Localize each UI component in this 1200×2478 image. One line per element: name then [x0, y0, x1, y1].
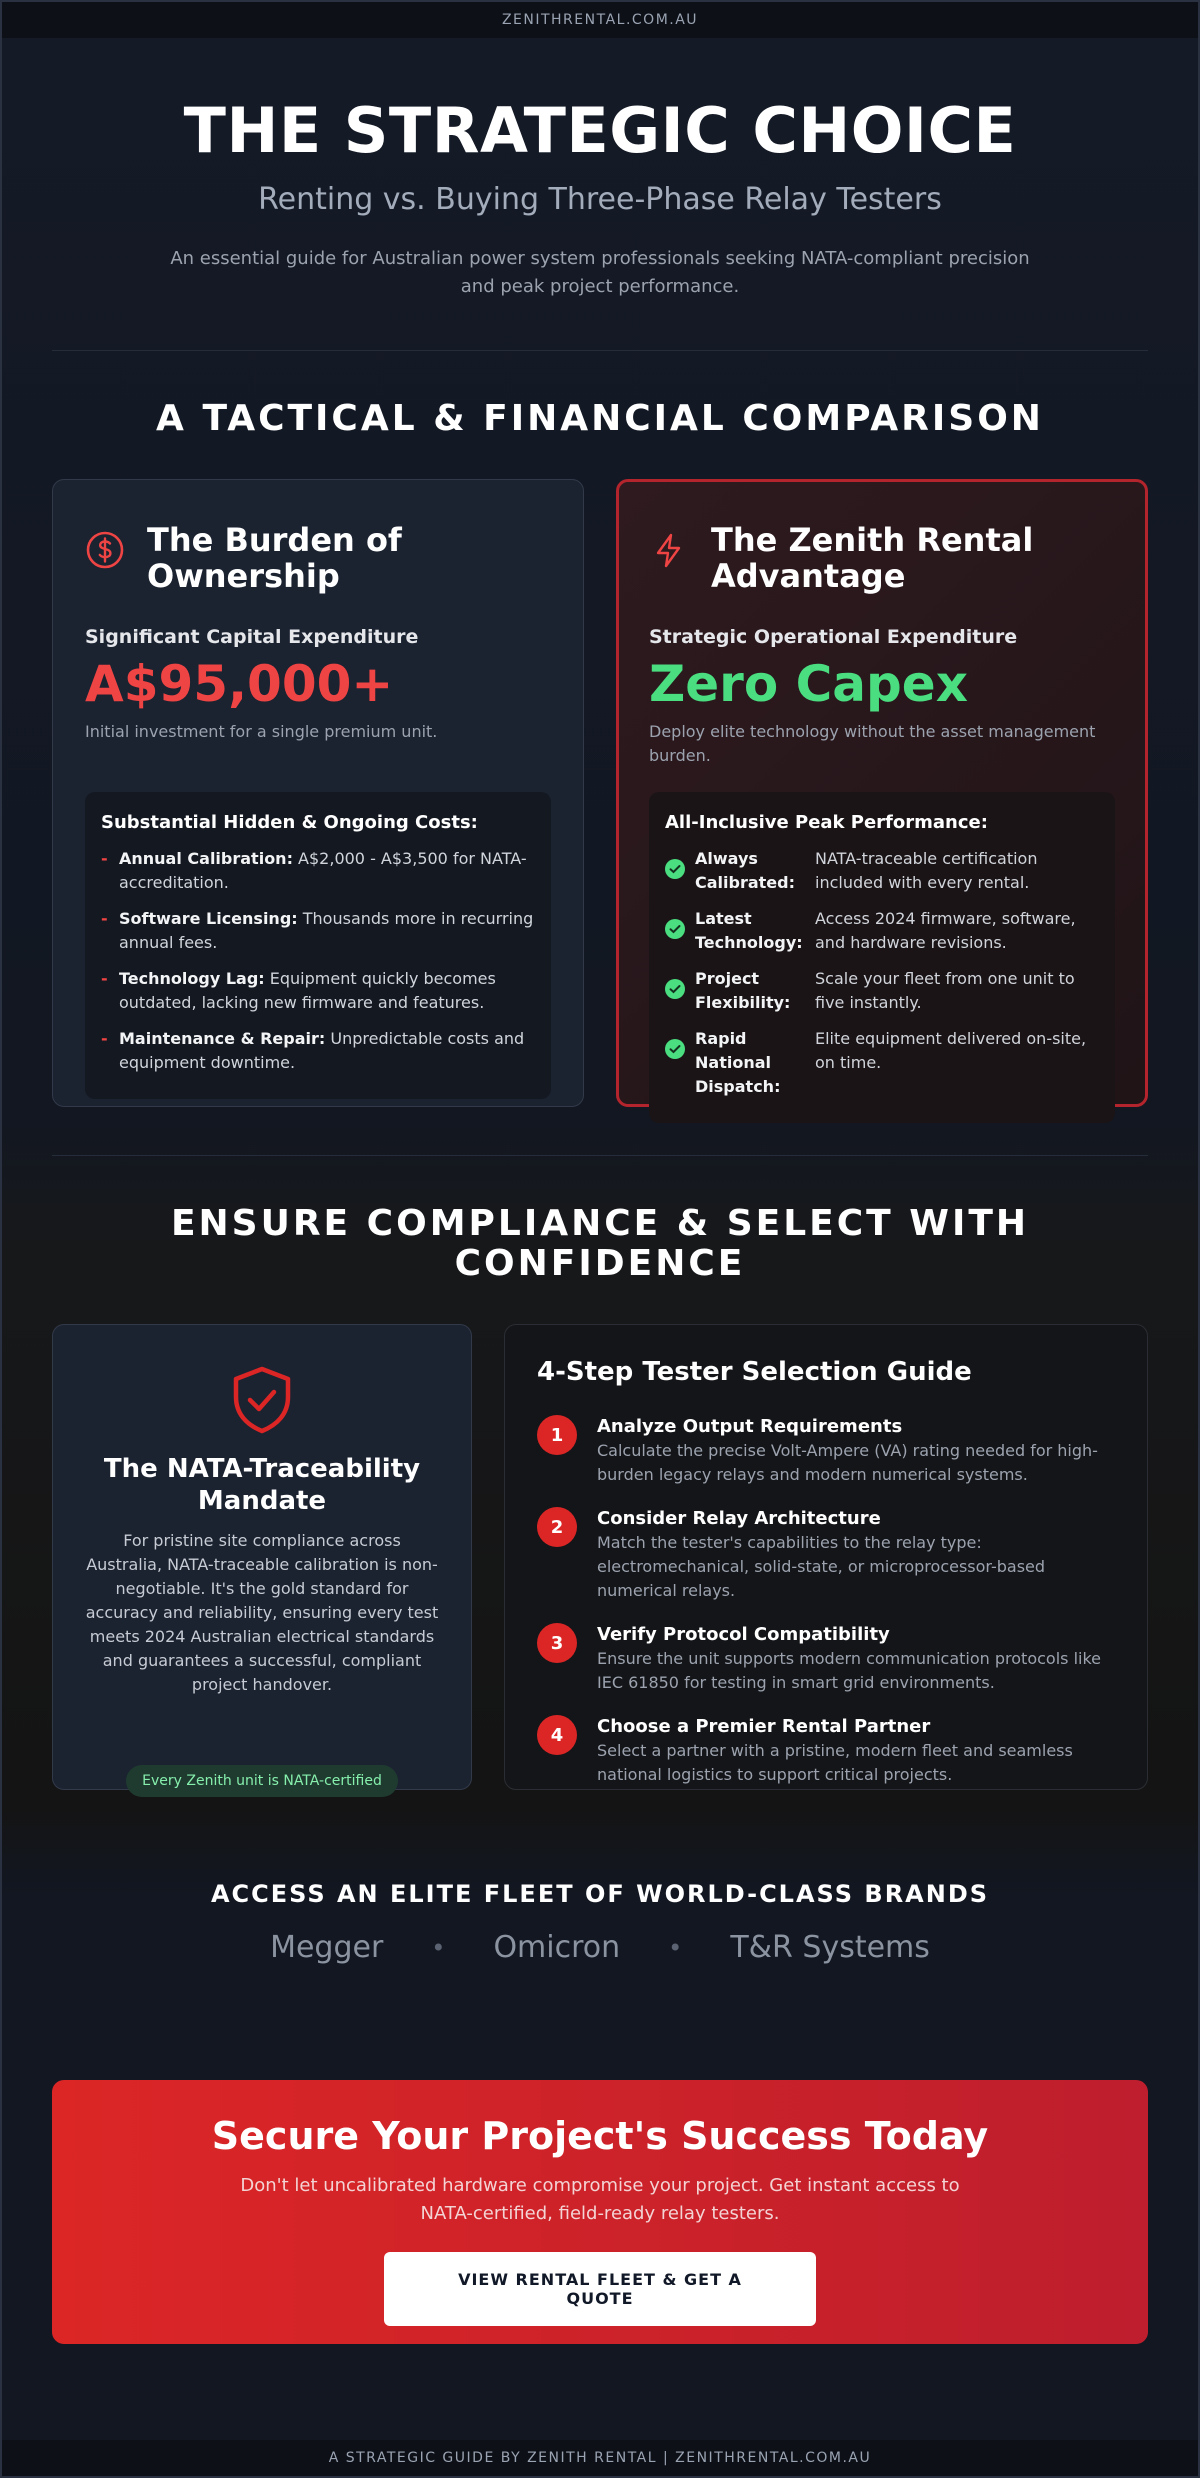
ownership-note: Initial investment for a single premium unit. [85, 722, 438, 741]
guide-step [537, 1415, 1115, 1487]
step-number: 1 [537, 1415, 577, 1455]
list-item [665, 907, 1099, 955]
brand-separator: • [431, 1933, 446, 1962]
shield-check-icon [228, 1420, 296, 1439]
step-text: Calculate the precise Volt-Ampere (VA) rating needed for high-burden legacy relays and modern numerical systems. [597, 1441, 1098, 1484]
guide-step [537, 1507, 1115, 1603]
step-text: Select a partner with a pristine, modern fleet and seamless national logistics to support critical projects. [597, 1741, 1073, 1784]
brands-title: ACCESS AN ELITE FLEET OF WORLD-CLASS BRANDS [210, 1880, 990, 1908]
cta-body: Don't let uncalibrated hardware compromise your project. Get instant access to NATA-certified, field-ready relay testers. [240, 2175, 960, 2224]
ownership-card [52, 479, 584, 1107]
guide-step [537, 1623, 1115, 1695]
footer [2, 2440, 1198, 2476]
benefit-text: NATA-traceable certification included with every rental. [815, 849, 1038, 892]
list-item [665, 847, 1099, 895]
step-number: 2 [537, 1507, 577, 1547]
selection-guide [504, 1324, 1148, 1790]
dollar-icon [85, 530, 125, 570]
brands-section [2, 1880, 1198, 2080]
cta-banner [52, 2080, 1148, 2344]
cost-text: Unpredictable costs and equipment downtime. [119, 1029, 525, 1072]
comparison-cards [2, 479, 1198, 1107]
step-title: Analyze Output Requirements [597, 1416, 903, 1437]
ownership-label: Significant Capital Expenditure [85, 626, 419, 648]
list-item [665, 1027, 1099, 1099]
step-title: Consider Relay Architecture [597, 1508, 881, 1529]
comparison-title: A TACTICAL & FINANCIAL COMPARISON [156, 398, 1044, 439]
rental-note: Deploy elite technology without the asset management burden. [649, 722, 1096, 765]
cost-text: A$2,000 - A$3,500 for NATA-accreditation. [119, 849, 527, 892]
cta-heading: Secure Your Project's Success Today [211, 2114, 989, 2158]
benefits-title: All-Inclusive Peak Performance: [665, 812, 988, 833]
ownership-heading: The Burden of Ownership [147, 521, 402, 595]
mandate-heading: The NATA-Traceability Mandate [103, 1454, 421, 1516]
mandate-card [52, 1324, 472, 1790]
hidden-costs-box [85, 792, 551, 1099]
brand-megger: Megger [270, 1930, 384, 1965]
top-url-bar [2, 2, 1198, 38]
mandate-body: For pristine site compliance across Australia, NATA-traceable calibration is non-negotiable. It's the gold standard for accuracy and reliability, ensuring every test meets 2024 Australian electrical standards and guarantees a successful, compliant project handover. [85, 1531, 439, 1694]
cost-key: Technology Lag: [119, 969, 265, 988]
cost-key: Software Licensing: [119, 909, 298, 928]
step-title: Verify Protocol Compatibility [597, 1624, 890, 1645]
intro-text: An essential guide for Australian power system professionals seeking NATA-compliant precision and peak project performance. [170, 248, 1030, 297]
get-quote-button[interactable]: VIEW RENTAL FLEET & GET A QUOTE [384, 2252, 816, 2326]
ownership-header [85, 522, 551, 594]
divider [52, 350, 1148, 351]
list-item [101, 847, 535, 895]
lightning-icon [649, 530, 689, 570]
ownership-value: A$95,000+ [85, 655, 394, 713]
list-item [665, 967, 1099, 1015]
cost-key: Maintenance & Repair: [119, 1029, 326, 1048]
guide-step [537, 1715, 1115, 1787]
cost-text: Thousands more in recurring annual fees. [119, 909, 534, 952]
rental-heading: The Zenith Rental Advantage [711, 521, 1034, 595]
benefits-box [649, 792, 1115, 1123]
benefit-key: Rapid National Dispatch: [695, 1029, 781, 1096]
compliance-title: ENSURE COMPLIANCE & SELECT WITH CONFIDENCE [170, 1203, 1030, 1284]
benefit-text: Access 2024 firmware, software, and hardware revisions. [815, 909, 1076, 952]
dash-icon: - [101, 909, 108, 928]
benefit-key: Latest Technology: [695, 909, 803, 952]
check-circle-icon [665, 919, 685, 939]
cost-key: Annual Calibration: [119, 849, 293, 868]
list-item [101, 907, 535, 955]
step-text: Ensure the unit supports modern communication protocols like IEC 61850 for testing in smart grid environments. [597, 1649, 1101, 1692]
nata-badge: Every Zenith unit is NATA-certified [126, 1765, 398, 1797]
dash-icon: - [101, 849, 108, 868]
rental-value: Zero Capex [649, 655, 968, 713]
footer-text: A STRATEGIC GUIDE BY ZENITH RENTAL | ZENITHRENTAL.COM.AU [328, 2450, 872, 2466]
rental-label: Strategic Operational Expenditure [649, 626, 1018, 648]
list-item [101, 967, 535, 1015]
benefit-text: Scale your fleet from one unit to five instantly. [815, 969, 1075, 1012]
divider [52, 1155, 1148, 1156]
guide-heading: 4-Step Tester Selection Guide [537, 1357, 972, 1387]
compliance-section [2, 1324, 1198, 1790]
cost-text: Equipment quickly becomes outdated, lacking new firmware and features. [119, 969, 496, 1012]
dash-icon: - [101, 969, 108, 988]
page-title: THE STRATEGIC CHOICE [183, 94, 1017, 167]
step-number: 3 [537, 1623, 577, 1663]
top-url: ZENITHRENTAL.COM.AU [501, 12, 699, 28]
step-number: 4 [537, 1715, 577, 1755]
brand-tr-systems: T&R Systems [730, 1930, 930, 1965]
page-subtitle: Renting vs. Buying Three-Phase Relay Testers [258, 182, 942, 217]
dash-icon: - [101, 1029, 108, 1048]
list-item [101, 1027, 535, 1075]
brand-separator: • [668, 1933, 683, 1962]
hero [2, 38, 1198, 350]
step-text: Match the tester's capabilities to the relay type: electromechanical, solid-state, or microprocessor-based numerical relays. [597, 1533, 1046, 1600]
hidden-costs-title: Substantial Hidden & Ongoing Costs: [101, 812, 478, 833]
benefit-key: Always Calibrated: [695, 849, 795, 892]
check-circle-icon [665, 1039, 685, 1059]
step-title: Choose a Premier Rental Partner [597, 1716, 931, 1737]
benefit-text: Elite equipment delivered on-site, on time. [815, 1029, 1087, 1072]
benefit-key: Project Flexibility: [695, 969, 791, 1012]
brands-row [2, 1930, 1198, 1965]
rental-card [616, 479, 1148, 1107]
check-circle-icon [665, 859, 685, 879]
brand-omicron: Omicron [493, 1930, 621, 1965]
rental-header [649, 522, 1115, 594]
check-circle-icon [665, 979, 685, 999]
